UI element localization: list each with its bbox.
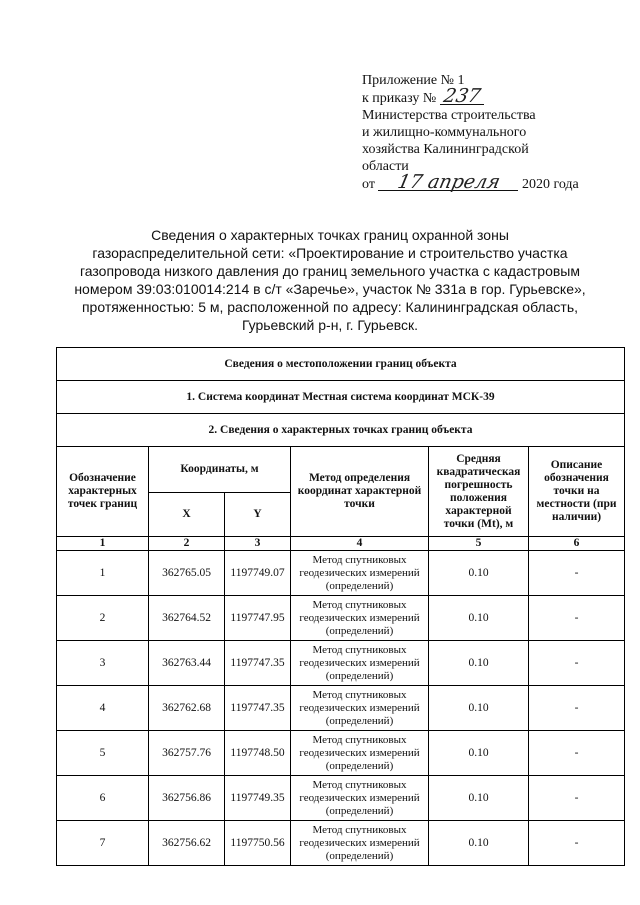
cell-description: -	[529, 596, 625, 641]
cell-x: 362757.76	[149, 731, 225, 776]
cell-method: Метод спутниковых геодезических измерений (определений)	[291, 821, 429, 866]
cell-x: 362763.44	[149, 641, 225, 686]
table-row	[57, 641, 625, 686]
cell-error: 0.10	[429, 551, 529, 596]
cell-y: 1197747.35	[225, 641, 291, 686]
cell-description: -	[529, 821, 625, 866]
coordinate-system-row: 1. Система координат Местная система координат МСК-39	[57, 381, 625, 414]
title-line-6: Гурьевский р-н, г. Гурьевск.	[241, 317, 419, 333]
date-line	[362, 171, 622, 193]
table-row	[57, 776, 625, 821]
cell-method: Метод спутниковых геодезических измерений (определений)	[291, 776, 429, 821]
cell-description: -	[529, 731, 625, 776]
order-number-field	[440, 85, 484, 107]
table-row	[57, 551, 625, 596]
table-row	[57, 686, 625, 731]
cell-y: 1197750.56	[225, 821, 291, 866]
year: 2020 года	[521, 177, 579, 192]
cell-x: 362762.68	[149, 686, 225, 731]
cell-description: -	[529, 686, 625, 731]
cell-y: 1197747.35	[225, 686, 291, 731]
cell-y: 1197748.50	[225, 731, 291, 776]
document-title	[60, 226, 600, 334]
table-row	[57, 596, 625, 641]
cell-point: 6	[57, 776, 149, 821]
table-row	[57, 731, 625, 776]
header-y: Y	[225, 493, 291, 537]
cell-method: Метод спутниковых геодезических измерений (определений)	[291, 731, 429, 776]
header-point-designation: Обозначение характерных точек границ	[57, 447, 149, 537]
title-line-1: Сведения о характерных точках границ охранной зоны	[151, 227, 509, 243]
column-number: 5	[429, 537, 529, 551]
cell-method: Метод спутниковых геодезических измерений (определений)	[291, 596, 429, 641]
column-number: 1	[57, 537, 149, 551]
title-line-3: газопровода низкого давления до границ земельного участка с кадастровым	[79, 263, 580, 279]
date-prefix: от	[362, 177, 375, 192]
cell-point: 1	[57, 551, 149, 596]
cell-point: 3	[57, 641, 149, 686]
title-line-4: номером 39:03:010014:214 в с/т «Заречье», участок № 331а в гор. Гурьевске»,	[74, 281, 586, 297]
cell-error: 0.10	[429, 731, 529, 776]
cell-error: 0.10	[429, 596, 529, 641]
ministry-line-2: и жилищно-коммунального	[362, 125, 527, 140]
column-number: 4	[291, 537, 429, 551]
cell-y: 1197747.95	[225, 596, 291, 641]
cell-y: 1197749.07	[225, 551, 291, 596]
ministry-line-4: области	[362, 159, 409, 174]
title-line-2: газораспределительной сети: «Проектирование и строительство участка	[92, 245, 568, 261]
cell-point: 4	[57, 686, 149, 731]
order-number-handwritten: 237	[441, 85, 483, 107]
order-prefix: к приказу №	[362, 91, 437, 106]
points-section-row: 2. Сведения о характерных точках границ объекта	[57, 414, 625, 447]
cell-method: Метод спутниковых геодезических измерений (определений)	[291, 686, 429, 731]
boundary-points-table	[56, 347, 625, 866]
cell-point: 7	[57, 821, 149, 866]
cell-error: 0.10	[429, 821, 529, 866]
cell-x: 362764.52	[149, 596, 225, 641]
cell-description: -	[529, 641, 625, 686]
header-method: Метод определения координат характерной точки	[291, 447, 429, 537]
cell-x: 362756.62	[149, 821, 225, 866]
cell-method: Метод спутниковых геодезических измерений (определений)	[291, 551, 429, 596]
cell-point: 5	[57, 731, 149, 776]
appendix-title: Приложение № 1	[362, 73, 465, 88]
order-line	[362, 85, 622, 107]
column-number: 2	[149, 537, 225, 551]
cell-x: 362756.86	[149, 776, 225, 821]
ministry-line-3: хозяйства Калининградской	[362, 142, 529, 157]
date-handwritten: 17 апреля	[395, 171, 502, 193]
cell-error: 0.10	[429, 776, 529, 821]
cell-error: 0.10	[429, 641, 529, 686]
header-description: Описание обозначения точки на местности (при наличии)	[529, 447, 625, 537]
date-field	[378, 171, 518, 193]
header-error: Средняя квадратическая погрешность положения характерной точки (Mt), м	[429, 447, 529, 537]
header-x: X	[149, 493, 225, 537]
cell-x: 362765.05	[149, 551, 225, 596]
column-number: 3	[225, 537, 291, 551]
cell-description: -	[529, 551, 625, 596]
cell-description: -	[529, 776, 625, 821]
header-coordinates: Координаты, м	[149, 447, 291, 493]
appendix-block	[362, 72, 622, 193]
cell-point: 2	[57, 596, 149, 641]
cell-y: 1197749.35	[225, 776, 291, 821]
section-location-header: Сведения о местоположении границ объекта	[57, 348, 625, 381]
table-row	[57, 821, 625, 866]
title-line-5: протяженностью: 5 м, расположенной по адресу: Калининградская область,	[81, 299, 579, 315]
cell-error: 0.10	[429, 686, 529, 731]
ministry-line-1: Министерства строительства	[362, 108, 536, 123]
column-number: 6	[529, 537, 625, 551]
cell-method: Метод спутниковых геодезических измерений (определений)	[291, 641, 429, 686]
